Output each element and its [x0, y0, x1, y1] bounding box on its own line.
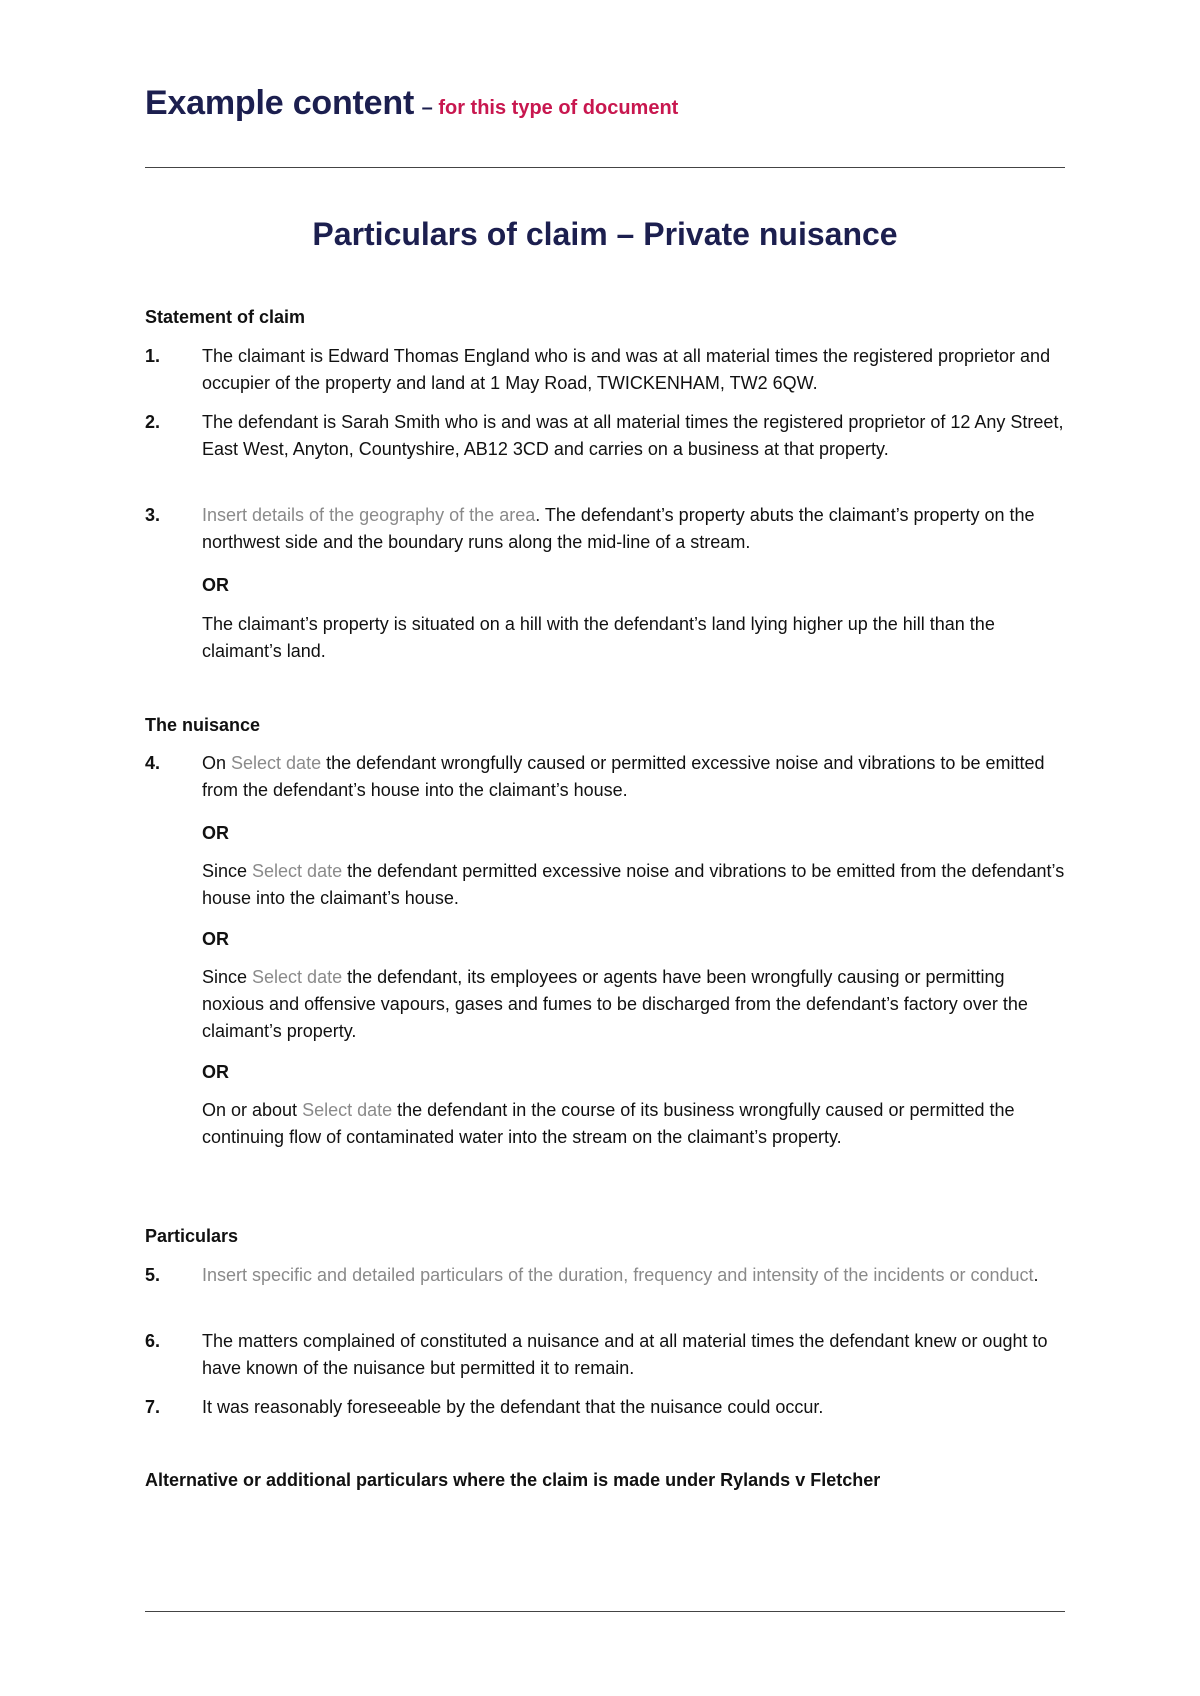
paragraph-prefix: Since: [202, 967, 253, 987]
list-item-2: [145, 409, 1065, 463]
list-item-3: [145, 502, 1065, 556]
paragraph-body: the defendant, its employees or agents have been wrongfully causing or permitting noxious and offensive vapours, gases and fumes to be discharged from the defendant’s factory over the claimant’s property.: [202, 967, 1028, 1041]
list-item-6: [145, 1328, 1065, 1382]
item-number: 4.: [145, 753, 161, 773]
list-item-4: [145, 750, 1065, 804]
or-label: OR: [202, 929, 229, 949]
alternative-paragraph: [202, 1097, 1065, 1151]
item-text: [202, 502, 1065, 556]
alternative-paragraph: [202, 964, 1065, 1045]
item-number: 2.: [145, 412, 161, 432]
section-heading-alternative: Alternative or additional particulars where the claim is made under Rylands v Fletcher: [145, 1470, 881, 1490]
section-heading-particulars: Particulars: [145, 1226, 239, 1246]
alternative-paragraph: The claimant’s property is situated on a hill with the defendant’s land lying higher up the hill than the claimant’s land.: [202, 614, 995, 661]
or-label: OR: [202, 575, 229, 595]
or-label: OR: [202, 1062, 229, 1082]
select-date-field[interactable]: Select date: [231, 753, 322, 773]
section-heading-statement: Statement of claim: [145, 307, 306, 327]
item-number: 7.: [145, 1397, 161, 1417]
banner-sub-text: for this type of document: [438, 97, 679, 119]
item-text-body: . The defendant’s property abuts the claimant’s property on the northwest side and the boundary runs along the mid-line of a stream.: [202, 505, 1035, 552]
list-item-7: [145, 1394, 1065, 1421]
item-text-body: .: [1033, 1265, 1039, 1285]
or-label: OR: [202, 823, 229, 843]
paragraph-body: the defendant in the course of its business wrongfully caused or permitted the continuing flow of contaminated water into the stream on the claimant’s property.: [202, 1100, 1015, 1147]
section-heading-nuisance: The nuisance: [145, 715, 261, 735]
item-text: It was reasonably foreseeable by the defendant that the nuisance could occur.: [202, 1397, 824, 1417]
select-date-field[interactable]: Select date: [252, 967, 343, 987]
select-date-field[interactable]: Select date: [302, 1100, 393, 1120]
item-number: 5.: [145, 1265, 161, 1285]
item-number: 3.: [145, 505, 161, 525]
paragraph-prefix: On or about: [202, 1100, 303, 1120]
item-text: [202, 1262, 1065, 1289]
item-text: The claimant is Edward Thomas England who is and was at all material times the registered proprietor and occupier of the property and land at 1 May Road, TWICKENHAM, TW2 6QW.: [202, 346, 1051, 393]
item-text-body: the defendant wrongfully caused or permitted excessive noise and vibrations to be emitted from the defendant’s house into the claimant’s house.: [202, 753, 1045, 800]
item-number: 6.: [145, 1331, 161, 1351]
item-text: The defendant is Sarah Smith who is and was at all material times the registered proprietor of 12 Any Street, East West, Anyton, Countyshire, AB12 3CD and carries on a business at that property.: [202, 412, 1064, 459]
banner-main-text: Example content: [145, 84, 415, 122]
item-text-prefix: On: [202, 753, 232, 773]
paragraph-body: the defendant permitted excessive noise and vibrations to be emitted from the defendant’s house into the claimant’s house.: [202, 861, 1065, 908]
alternative-paragraph: [202, 858, 1065, 912]
paragraph-prefix: Since: [202, 861, 253, 881]
placeholder-field[interactable]: Insert specific and detailed particulars of the duration, frequency and intensity of the incidents or conduct: [202, 1265, 1034, 1285]
item-number: 1.: [145, 346, 161, 366]
placeholder-field[interactable]: Insert details of the geography of the area: [202, 505, 536, 525]
list-item-1: [145, 343, 1065, 397]
document-title: Particulars of claim – Private nuisance: [312, 216, 898, 252]
select-date-field[interactable]: Select date: [252, 861, 343, 881]
bottom-divider: [145, 1611, 1065, 1612]
top-divider: [145, 167, 1065, 168]
banner-dash: –: [416, 97, 439, 119]
item-text: The matters complained of constituted a nuisance and at all material times the defendant knew or ought to have known of the nuisance but permitted it to remain.: [202, 1331, 1048, 1378]
list-item-5: [145, 1262, 1065, 1289]
example-content-banner: [145, 84, 678, 123]
item-text: [202, 750, 1065, 804]
